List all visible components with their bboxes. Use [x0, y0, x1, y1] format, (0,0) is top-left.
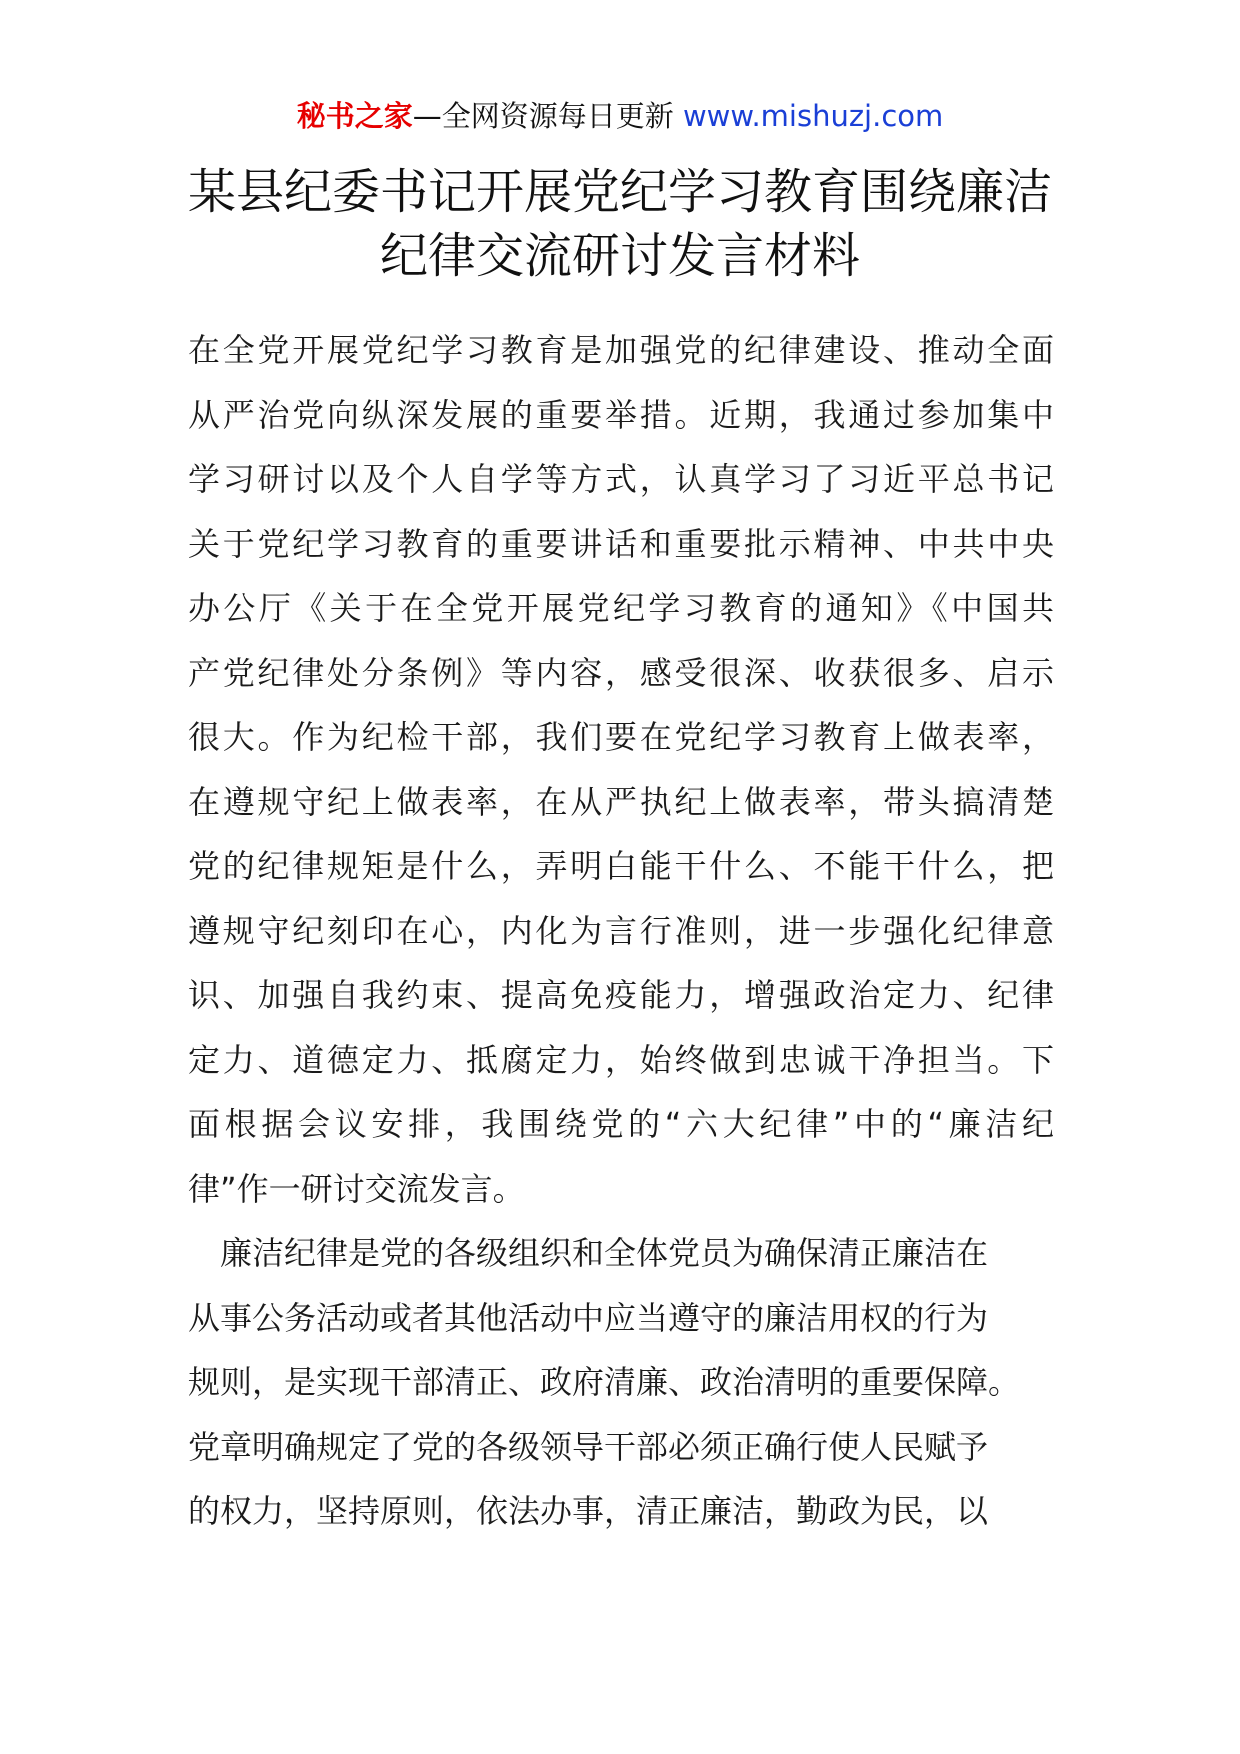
title-line: 某县纪委书记开展党纪学习教育围绕廉洁 [187, 164, 1052, 220]
text-line: 学习研讨以及个人自学等方式，认真学习了习近平总书记 [188, 460, 1054, 498]
banner-tagline: —全网资源每日更新 [412, 99, 683, 133]
brand-name: 秘书之家 [296, 99, 413, 133]
text-line: 办公厅《关于在全党开展党纪学习教育的通知》《中国共 [188, 589, 1054, 627]
text-line: 规则，是实现干部清正、政府清廉、政治清明的重要保障。 [188, 1363, 1021, 1401]
site-url-link[interactable]: www.mishuzj.com [682, 99, 944, 133]
text-line: 从事公务活动或者其他活动中应当遵守的廉洁用权的行为 [188, 1298, 989, 1337]
text-line: 面根据会议安排，我围绕党的“六大纪律”中的“廉洁纪 [188, 1105, 1054, 1143]
text-line: 在全党开展党纪学习教育是加强党的纪律建设、推动全面 [188, 331, 1054, 369]
text-line: 产党纪律处分条例》等内容，感受很深、收获很多、启示 [188, 653, 1054, 692]
paragraph-intro [188, 318, 1054, 1221]
title-line: 纪律交流研讨发言材料 [379, 228, 860, 284]
text-line: 在遵规守纪上做表率，在从严执纪上做表率，带头搞清楚 [188, 782, 1054, 821]
text-line: 很大。作为纪检干部，我们要在党纪学习教育上做表率， [188, 718, 1054, 756]
text-line: 定力、道德定力、抵腐定力，始终做到忠诚干净担当。下 [188, 1040, 1054, 1079]
text-line: 党章明确规定了党的各级领导干部必须正确行使人民赋予 [188, 1427, 989, 1466]
text-line: 律”作一研讨交流发言。 [188, 1169, 525, 1208]
text-line: 从严治党向纵深发展的重要举措。近期，我通过参加集中 [188, 395, 1054, 434]
text-line: 关于党纪学习教育的重要讲话和重要批示精神、中共中央 [188, 524, 1054, 563]
document-body [188, 318, 1054, 1544]
paragraph-integrity-discipline [188, 1221, 1054, 1544]
text-line: 党的纪律规矩是什么，弄明白能干什么、不能干什么，把 [188, 847, 1054, 885]
text-line: 廉洁纪律是党的各级组织和全体党员为确保清正廉洁在 [188, 1234, 989, 1272]
site-banner [0, 96, 1240, 136]
text-line: 遵规守纪刻印在心，内化为言行准则，进一步强化纪律意 [188, 911, 1054, 950]
text-line: 的权力，坚持原则，依法办事，清正廉洁，勤政为民，以 [188, 1492, 989, 1530]
text-line: 识、加强自我约束、提高免疫能力，增强政治定力、纪律 [188, 976, 1054, 1014]
document-title [0, 160, 1240, 288]
